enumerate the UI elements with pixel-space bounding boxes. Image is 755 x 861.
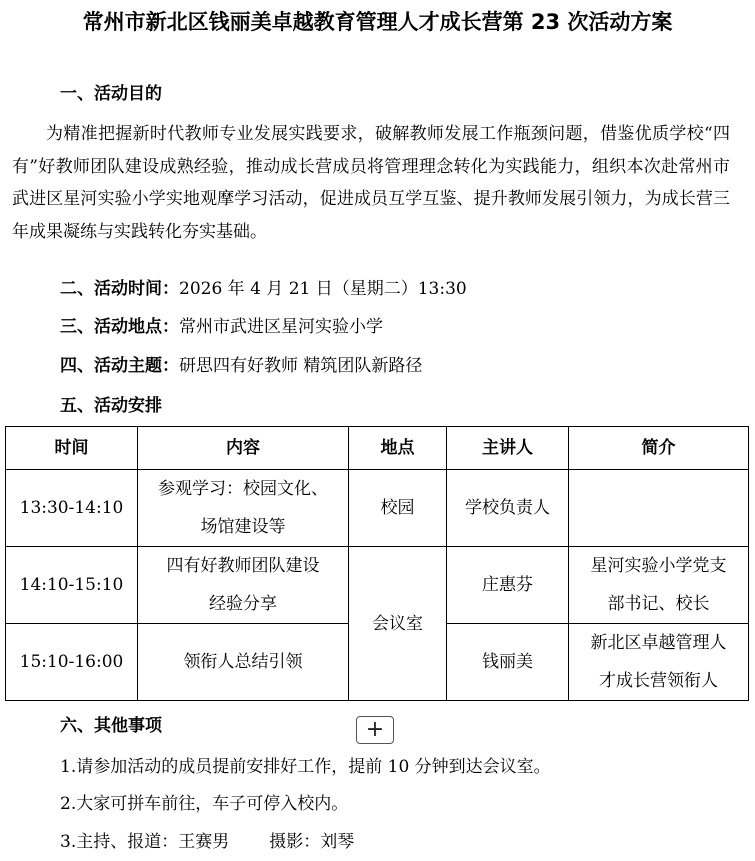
notes-item: 1.请参加活动的成员提前安排好工作，提前 10 分钟到达会议室。 xyxy=(60,757,551,777)
cell-speaker: 钱丽美 xyxy=(447,624,569,701)
cell-content xyxy=(138,470,349,547)
cell-intro-line: 部书记、校长 xyxy=(607,594,710,614)
document-title: 常州市新北区钱丽美卓越教育管理人才成长营第 23 次活动方案 xyxy=(82,10,673,34)
section-notes-heading: 六、其他事项 xyxy=(60,716,162,736)
section-purpose-paragraph: 为精准把握新时代教师专业发展实践要求，破解教师发展工作瓶颈问题，借鉴优质学校“四有”好教师团队建设成熟经验，推动成长营成员将管理理念转化为实践能力，组织本次赴常州市武进区星河实验小学实地观摩学习活动，促进成员互学互鉴、提升教师发展引领力，为成长营三年成果凝练与实践转化夯实基础。 xyxy=(12,124,730,242)
cell-intro-line: 新北区卓越管理人 xyxy=(590,633,727,653)
section-theme xyxy=(60,352,422,380)
cell-content-line: 场馆建设等 xyxy=(200,517,286,537)
cell-speaker: 庄惠芬 xyxy=(447,547,569,624)
section-theme-label: 四、活动主题： xyxy=(60,356,179,376)
table-row xyxy=(6,470,749,547)
table-header-cell: 地点 xyxy=(349,427,447,470)
schedule-table xyxy=(5,426,749,701)
cell-content: 领衔人总结引领 xyxy=(138,624,349,701)
cell-content-line: 四有好教师团队建设 xyxy=(166,556,320,576)
cell-place: 校园 xyxy=(349,470,447,547)
section-time xyxy=(60,275,467,303)
cell-intro-line: 星河实验小学党支 xyxy=(590,556,727,576)
cell-content-line: 参观学习：校园文化、 xyxy=(158,479,328,499)
cell-place: 会议室 xyxy=(349,547,447,701)
notes-item-photo: 摄影：刘琴 xyxy=(269,832,355,852)
cell-intro-line: 才成长营领衔人 xyxy=(599,671,718,691)
notes-item: 2.大家可拼车前往，车子可停入校内。 xyxy=(60,794,349,814)
section-purpose-heading: 一、活动目的 xyxy=(60,84,162,104)
table-header-cell: 时间 xyxy=(6,427,138,470)
section-location-value: 常州市武进区星河实验小学 xyxy=(179,317,383,337)
cell-speaker: 学校负责人 xyxy=(447,470,569,547)
table-header-row xyxy=(6,427,749,470)
cell-content-line: 经验分享 xyxy=(209,594,277,614)
cell-time: 13:30-14:10 xyxy=(6,470,138,547)
section-location xyxy=(60,313,383,341)
table-row xyxy=(6,547,749,624)
cell-time: 14:10-15:10 xyxy=(6,547,138,624)
section-theme-value: 研思四有好教师 精筑团队新路径 xyxy=(179,356,423,376)
table-header-cell: 简介 xyxy=(569,427,749,470)
notes-item xyxy=(60,828,354,856)
add-button[interactable]: + xyxy=(356,716,394,744)
section-time-label: 二、活动时间： xyxy=(60,279,179,299)
table-header-cell: 主讲人 xyxy=(447,427,569,470)
table-header-cell: 内容 xyxy=(138,427,349,470)
section-time-value: 2026 年 4 月 21 日（星期二）13:30 xyxy=(179,279,467,299)
section-schedule-heading: 五、活动安排 xyxy=(60,396,162,416)
section-location-label: 三、活动地点： xyxy=(60,317,179,337)
cell-intro xyxy=(569,470,749,547)
cell-time: 15:10-16:00 xyxy=(6,624,138,701)
cell-intro xyxy=(569,624,749,701)
notes-item-host: 3.主持、报道：王赛男 xyxy=(60,832,230,852)
cell-intro xyxy=(569,547,749,624)
cell-content xyxy=(138,547,349,624)
